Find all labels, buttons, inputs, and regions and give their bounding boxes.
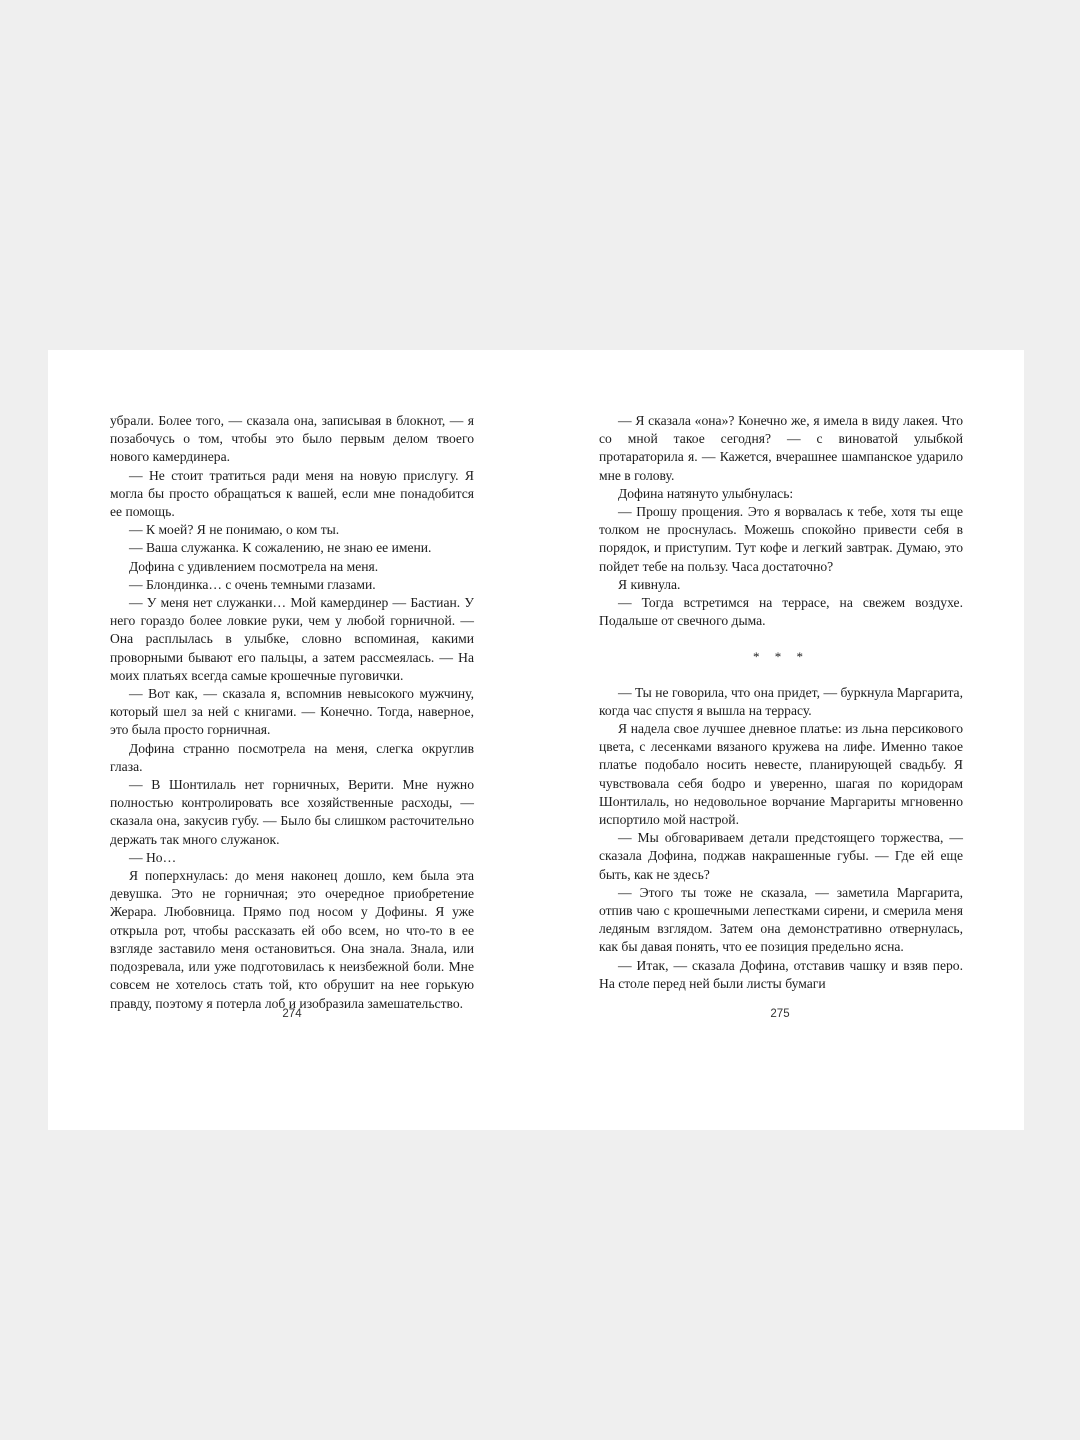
paragraph: — Тогда встретимся на террасе, на свежем воздухе. Подальше от свечного дыма. <box>599 595 963 629</box>
paragraph: — Вот как, — сказала я, вспомнив невысокого мужчину, который шел за ней с книгами. — Конечно. Тогда, наверное, это была просто горничная. <box>110 686 474 738</box>
section-break: * * * <box>753 649 809 665</box>
paragraph: — Мы обговариваем детали предстоящего торжества, — сказала Дофина, поджав накрашенные губы. — Где ей еще быть, как не здесь? <box>599 830 963 882</box>
paragraph: — К моей? Я не понимаю, о ком ты. <box>129 522 340 538</box>
paragraph: — Ваша служанка. К сожалению, не знаю ее имени. <box>129 540 432 556</box>
right-page-text <box>599 412 963 993</box>
paragraph: — Прошу прощения. Это я ворвалась к тебе, хотя ты еще толком не проснулась. Можешь спокойно привести себя в порядок, и приступим. Тут кофе и легкий завтрак. Думаю, это пойдет тебе на пользу. Часа достаточно? <box>599 504 963 574</box>
paragraph: Дофина странно посмотрела на меня, слегка округлив глаза. <box>110 740 474 774</box>
paragraph: Дофина натянуто улыбнулась: <box>618 485 794 501</box>
paragraph: — Ты не говорила, что она придет, — буркнула Маргарита, когда час спустя я вышла на террасу. <box>599 684 963 718</box>
paragraph: — Но… <box>129 849 177 865</box>
paragraph: — Этого ты тоже не сказала, — заметила Маргарита, отпив чаю с крошечными лепестками сирени, и смерила меня ледяным взглядом. Затем она демонстративно отвернулась, как бы давая понять, что ее позиция предельно ясна. <box>599 884 963 955</box>
paragraph: Я надела свое лучшее дневное платье: из льна персикового цвета, с лесенками вязаного кружева на лифе. Именно такое платье подобало носить невесте, планирующей свадьбу. Я чувствовала себя бодро и уверенно, шагая по коридорам Шонтилаль, но недовольное ворчание Маргариты мгновенно испортило мой настрой. <box>599 721 963 828</box>
page-number-right: 275 <box>770 1008 790 1020</box>
paragraph: Я кивнула. <box>618 576 681 592</box>
paragraph: Дофина с удивлением посмотрела на меня. <box>129 558 379 574</box>
paragraph: — Блондинка… с очень темными глазами. <box>129 576 376 592</box>
left-page-text <box>110 412 474 1013</box>
paragraph: Я поперхнулась: до меня наконец дошло, кем была эта девушка. Это не горничная; это очередное приобретение Жерара. Любовница. Прямо под носом у Дофины. Я уже открыла рот, чтобы рассказать ей обо всем, но что-то в ее взгляде заставило меня остановиться. Она знала. Знала, или подозревала, или уже подготовилась к неизбежной боли. Мне совсем не хотелось стать той, кто обрушит на нее горькую правду, поэтому я потерла лоб и изобразила замешательство. <box>110 868 474 1011</box>
paragraph: — В Шонтилаль нет горничных, Верити. Мне нужно полностью контролировать все хозяйственные расходы, — сказала она, закусив губу. — Было бы слишком расточительно держать так много служанок. <box>110 777 474 847</box>
book-spread <box>48 350 1024 1130</box>
paragraph: — Итак, — сказала Дофина, отставив чашку и взяв перо. На столе перед ней были листы бумаги <box>599 957 963 991</box>
paragraph: — У меня нет служанки… Мой камердинер — Бастиан. У него гораздо более ловкие руки, чем у любой горничной. — Она расплылась в улыбке, словно вспоминая, какими проворными бывают его пальцы, а затем рассмеялась. — На моих платьях всегда самые крошечные пуговички. <box>110 595 474 683</box>
paragraph: — Я сказала «она»? Конечно же, я имела в виду лакея. Что со мной такое сегодня? — с виноватой улыбкой протараторила я. — Кажется, вчерашнее шампанское ударило мне в голову. <box>599 413 963 483</box>
page-number-left: 274 <box>282 1008 302 1020</box>
paragraph: убрали. Более того, — сказала она, записывая в блокнот, — я позабочусь о том, чтобы это было первым делом твоего нового камердинера. <box>110 413 474 465</box>
paragraph: — Не стоит тратиться ради меня на новую прислугу. Я могла бы просто обращаться к вашей, если мне понадобится ее помощь. <box>110 467 474 520</box>
